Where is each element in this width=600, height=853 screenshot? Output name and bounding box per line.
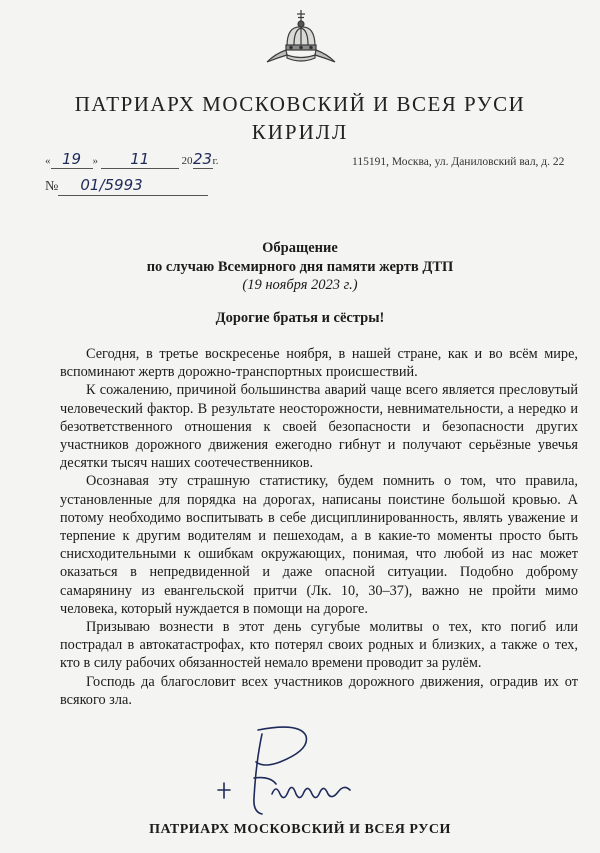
greeting: Дорогие братья и сёстры! xyxy=(215,310,385,326)
handwritten-signature xyxy=(210,722,360,822)
address: 115191, Москва, ул. Даниловский вал, д. 22 xyxy=(352,156,565,168)
number-label: № xyxy=(45,179,59,194)
letterhead-title: ПАТРИАРХ МОСКОВСКИЙ И ВСЕЯ РУСИ xyxy=(74,92,526,116)
date-year-suffix: 23 xyxy=(192,150,213,168)
document-date: (19 ноября 2023 г.) xyxy=(242,277,358,293)
letterhead-name: КИРИЛЛ xyxy=(251,120,349,144)
document-title: Обращение xyxy=(262,240,338,256)
paragraph: Призываю вознести в этот день сугубые молитвы о тех, кто погиб или пострадал в автокатастрофах, кто потерял своих родных и близких, а также о тех, кто в силу рабочих обязанностей немало времени проводит за рулём. xyxy=(60,619,578,672)
paragraph: К сожалению, причиной большинства аварий чаще всего является пресловутый человеческий фактор. В результате неосторожности, невнимательности, а нередко и безответственного отношения к своей безопасности и безопасности других участников дорожного движения ежегодно гибнут и получают серьёзные увечья десятки тысяч наших соотечественников. xyxy=(60,382,578,472)
patriarchal-crown-emblem-icon xyxy=(265,8,337,68)
date-year-prefix: 20 xyxy=(181,155,193,167)
paragraph: Господь да благословит всех участников дорожного движения, оградив их от всякого зла. xyxy=(60,673,578,708)
date-line xyxy=(45,150,219,169)
document-body xyxy=(60,345,578,709)
paragraph: Сегодня, в третье воскресенье ноября, в нашей стране, как и во всём мире, вспоминают жертв дорожно-транспортных происшествий. xyxy=(60,346,578,381)
number-line xyxy=(45,176,208,196)
number-value: 01/5993 xyxy=(80,176,143,194)
date-open-quote: « xyxy=(45,155,51,167)
document-subtitle: по случаю Всемирного дня памяти жертв ДТП xyxy=(146,259,454,275)
date-month: 11 xyxy=(130,150,150,168)
paragraph: Осознавая эту страшную статистику, будем помнить о том, что правила, установленные для порядка на дорогах, написаны поистине большой кровью. А потому необходимо воспитывать в себе дисциплинированность, являть уважение и терпение к другим водителям и пешеходам, а в какие-то моменты просто быть снисходительными к ошибкам окружающих, понимая, что любой из нас может оказаться в непредвиденной и даже опасной ситуации. Подобно доброму самарянину из евангельской притчи (Лк. 10, 30–37), важно не пройти мимо человека, который нуждается в помощи на дороге. xyxy=(60,473,578,617)
date-year-abbr: г. xyxy=(212,155,219,167)
footer-title: ПАТРИАРХ МОСКОВСКИЙ И ВСЕЯ РУСИ xyxy=(149,822,451,837)
date-close-quote: » xyxy=(92,155,98,167)
date-day: 19 xyxy=(61,150,82,168)
